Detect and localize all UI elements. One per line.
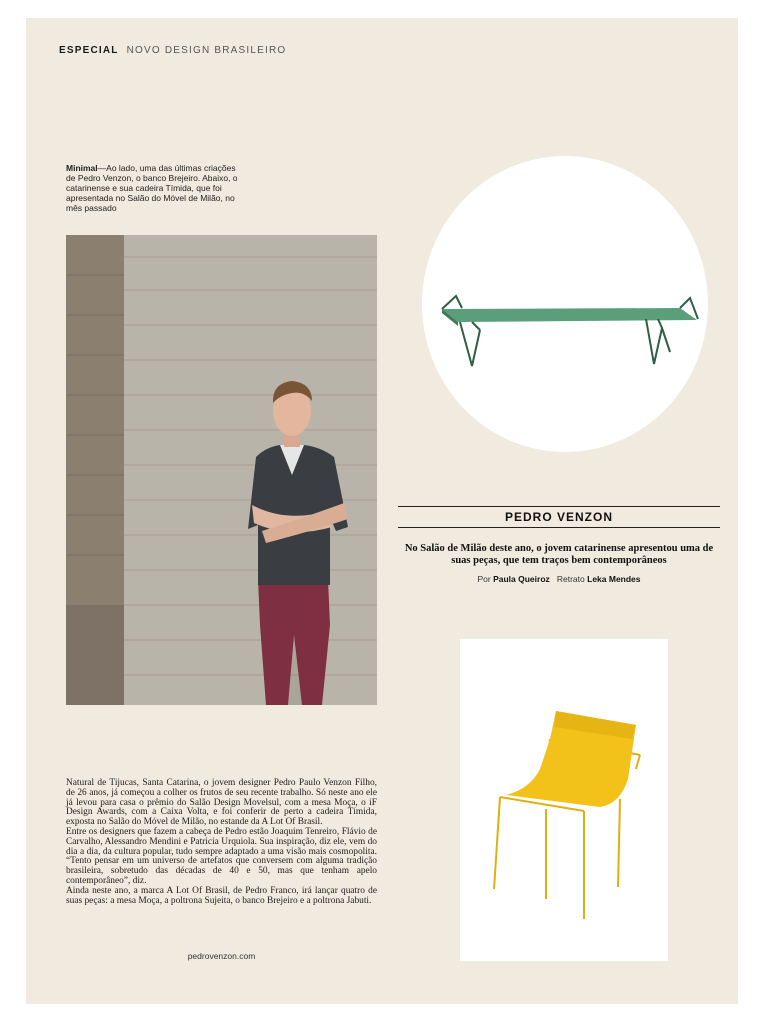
body-paragraph: Ainda neste ano, a marca A Lot Of Brasil, de Pedro Franco, irá lançar quatro de suas peças: a mesa Moça, a poltrona Sujeita, o banco Brejeiro e a poltrona Jabuti. (66, 885, 377, 906)
portrait-illustration (66, 235, 377, 705)
bench-photo (422, 156, 708, 452)
author-name: Paula Queiroz (493, 574, 550, 584)
chair-illustration (460, 639, 668, 961)
body-paragraph: Natural de Tijucas, Santa Catarina, o jovem designer Pedro Paulo Venzon Filho, de 26 anos, já começou a colher os frutos de seu recente trabalho. Só neste ano ele já levou para casa o prêmio do Salão Design Movelsul, com a mesa Moça, o iF Design Awards, com a Caixa Volta, e foi conferir de perto a cadeira Tímida, exposta no Salão do Móvel de Milão, no estande da A Lot Of Brasil. (66, 778, 377, 828)
website-link[interactable]: pedrovenzon.com (187, 951, 256, 961)
bench-illustration (422, 156, 708, 452)
section-header (59, 45, 286, 56)
portrait-photo (66, 235, 377, 705)
chair-photo (460, 639, 668, 961)
designer-name-banner (398, 506, 720, 528)
photographer-name: Leka Mendes (587, 574, 641, 584)
body-paragraph: Entre os designers que fazem a cabeça de Pedro estão Joaquim Tenreiro, Flávio de Carvalho, Alessandro Mendini e Patricia Urquiola. Sua inspiração, diz ele, vem do dia a dia, da cultura popular, tudo sempre adaptado a uma visão mais cosmopolita. “Tento pensar em um universo de artefatos que conversem com alguma tradição brasileira, sobretudo das décadas de 40 e 50, mas que tenham apelo contemporâneo”, diz. (66, 826, 377, 886)
article-credits (398, 574, 720, 584)
section-subtitle: NOVO DESIGN BRASILEIRO (126, 45, 287, 56)
designer-name: PEDRO VENZON (504, 510, 613, 524)
caption-text: —Ao lado, uma das últimas criações de Pedro Venzon, o banco Brejeiro. Abaixo, o catarinense e sua cadeira Tímida, que foi apresentada no Salão do Móvel de Milão, no mês passado (66, 163, 238, 213)
caption-lead: Minimal (66, 163, 98, 173)
article-dek: No Salão de Milão deste ano, o jovem catarinense apresentou uma de suas peças, que tem traços bem contemporâneos (404, 543, 714, 566)
portrait-label: Retrato (556, 574, 585, 584)
by-label: Por (477, 574, 491, 584)
article-body (66, 779, 377, 906)
photo-caption (66, 163, 246, 213)
section-label: ESPECIAL (59, 45, 119, 56)
magazine-page (26, 18, 738, 1004)
